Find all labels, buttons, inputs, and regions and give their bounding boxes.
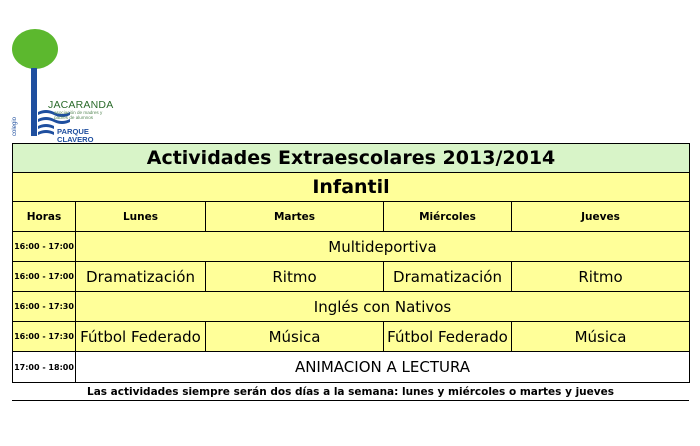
activities-table: [12, 143, 690, 383]
row-activity: Inglés con Nativos: [76, 292, 690, 322]
logo-clavero: CLAVERO: [57, 135, 94, 144]
title-row: [13, 144, 690, 173]
footer-divider: [12, 400, 689, 401]
row-hour: 17:00 - 18:00: [13, 352, 76, 383]
header-lunes: Lunes: [76, 202, 206, 232]
row-cell-lunes: Fútbol Federado: [76, 322, 206, 352]
school-logo: [8, 28, 118, 144]
row-activity: ANIMACION A LECTURA: [76, 352, 690, 383]
header-horas: Horas: [13, 202, 76, 232]
row-cell-jueves: Música: [512, 322, 690, 352]
table-row: [13, 352, 690, 383]
logo-subtitle: asociación de madres y padres de alumnos: [54, 110, 103, 120]
row-hour: 16:00 - 17:00: [13, 262, 76, 292]
header-martes: Martes: [206, 202, 384, 232]
table-title: Actividades Extraescolares 2013/2014: [13, 144, 690, 173]
jacaranda-tree-icon: [8, 28, 118, 140]
table-row: [13, 262, 690, 292]
logo-parque-clavero: [57, 128, 94, 144]
row-cell-jueves: Ritmo: [512, 262, 690, 292]
header-miercoles: Miércoles: [384, 202, 512, 232]
row-activity: Multideportiva: [76, 232, 690, 262]
row-hour: 16:00 - 17:30: [13, 292, 76, 322]
row-hour: 16:00 - 17:00: [13, 232, 76, 262]
row-hour: 16:00 - 17:30: [13, 322, 76, 352]
logo-name: JACARANDA: [48, 99, 114, 111]
row-cell-miercoles: Dramatización: [384, 262, 512, 292]
table-row: [13, 292, 690, 322]
table-row: [13, 232, 690, 262]
row-cell-martes: Música: [206, 322, 384, 352]
subtitle-row: [13, 173, 690, 202]
logo-colegio: colegio: [12, 116, 18, 136]
footer-note: Las actividades siempre serán dos días a la semana: lunes y miércoles o martes y jueves: [87, 386, 614, 398]
table-subtitle: Infantil: [13, 173, 690, 202]
row-cell-lunes: Dramatización: [76, 262, 206, 292]
logo-parque: PARQUE: [57, 127, 89, 136]
row-cell-martes: Ritmo: [206, 262, 384, 292]
header-row: [13, 202, 690, 232]
table-row: [13, 322, 690, 352]
header-jueves: Jueves: [512, 202, 690, 232]
row-cell-miercoles: Fútbol Federado: [384, 322, 512, 352]
